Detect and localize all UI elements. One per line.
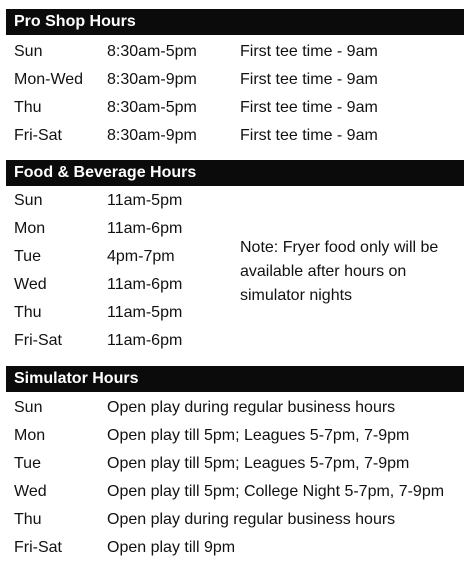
day-label: Sun <box>14 43 43 60</box>
hours-value: Open play during regular business hours <box>107 399 396 416</box>
pro-shop-row <box>0 38 474 66</box>
day-label: Fri-Sat <box>14 127 62 144</box>
day-label: Thu <box>14 99 42 116</box>
tee-time-note: First tee time - 9am <box>240 43 378 60</box>
hours-value: 8:30am-9pm <box>107 71 197 88</box>
hours-value: Open play till 5pm; Leagues 5-7pm, 7-9pm <box>107 455 410 472</box>
hours-value: Open play till 5pm; College Night 5-7pm, 7-9pm <box>107 483 445 500</box>
hours-value: 11am-6pm <box>107 220 183 237</box>
hours-value: 8:30am-5pm <box>107 99 197 116</box>
day-label: Sun <box>14 399 43 416</box>
hours-value: 11am-6pm <box>107 332 183 349</box>
fryer-food-note: Note: Fryer food only will be available after hours on simulator nights <box>240 239 439 304</box>
simulator-row <box>0 534 474 562</box>
day-label: Mon <box>14 220 46 237</box>
day-label: Sun <box>14 192 43 209</box>
simulator-row <box>0 450 474 478</box>
pro-shop-header: Pro Shop Hours <box>6 9 464 35</box>
hours-value: Open play till 9pm <box>107 539 236 556</box>
hours-value: 8:30am-5pm <box>107 43 197 60</box>
hours-value: 11am-5pm <box>107 192 183 209</box>
day-label: Mon-Wed <box>14 71 84 88</box>
day-label: Tue <box>14 455 41 472</box>
food-beverage-row <box>0 187 474 215</box>
simulator-row <box>0 394 474 422</box>
hours-value: 11am-5pm <box>107 304 183 321</box>
hours-value: 8:30am-9pm <box>107 127 197 144</box>
food-beverage-row <box>0 327 474 355</box>
simulator-header: Simulator Hours <box>6 366 464 392</box>
day-label: Mon <box>14 427 46 444</box>
simulator-row <box>0 478 474 506</box>
tee-time-note: First tee time - 9am <box>240 99 378 116</box>
hours-value: Open play during regular business hours <box>107 511 396 528</box>
hours-value: 11am-6pm <box>107 276 183 293</box>
day-label: Thu <box>14 511 42 528</box>
day-label: Tue <box>14 248 41 265</box>
hours-value: Open play till 5pm; Leagues 5-7pm, 7-9pm <box>107 427 410 444</box>
pro-shop-row <box>0 94 474 122</box>
day-label: Wed <box>14 483 47 500</box>
tee-time-note: First tee time - 9am <box>240 127 378 144</box>
simulator-row <box>0 506 474 534</box>
day-label: Thu <box>14 304 42 321</box>
pro-shop-row <box>0 122 474 150</box>
day-label: Fri-Sat <box>14 539 62 556</box>
day-label: Wed <box>14 276 47 293</box>
food-beverage-header: Food & Beverage Hours <box>6 160 464 186</box>
tee-time-note: First tee time - 9am <box>240 71 378 88</box>
hours-value: 4pm-7pm <box>107 248 175 265</box>
day-label: Fri-Sat <box>14 332 62 349</box>
simulator-row <box>0 422 474 450</box>
pro-shop-row <box>0 66 474 94</box>
